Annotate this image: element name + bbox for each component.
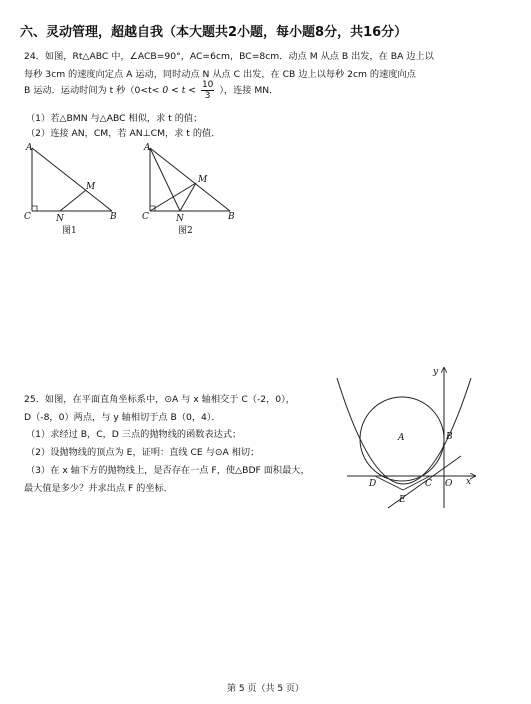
q25-subquestion-3: （3）在 x 轴下方的抛物线上，是否存在一点 F，使△BDF 面积最大，: [26, 465, 310, 476]
q25-subquestion-4: 最大值是多少？并求出点 F 的坐标．: [24, 483, 173, 494]
q25-line2: D（-8，0）两点，与 y 轴相切于点 B（0，4）．: [24, 412, 221, 423]
q25-line1: 25．如图，在平面直角坐标系中，⊙A 与 x 轴相交于 C（-2，0），: [24, 394, 295, 405]
q24-figure-2: [138, 138, 243, 230]
fig2-segment-mn: [180, 183, 196, 211]
fig2-segment-cm: [150, 183, 196, 211]
q24-subquestion-1: （1）若△BMN 与△ABC 相似，求 t 的值；: [26, 113, 203, 124]
q24-fraction-numerator: 10: [201, 80, 214, 90]
q25-label-y: y: [433, 367, 439, 377]
fig1-label-n: N: [56, 214, 64, 224]
q24-line2: 每秒 3cm 的速度向定点 A 运动，同时动点 N 从点 C 出发，在 CB 边上以每秒 2cm 的速度向点: [24, 69, 416, 80]
q24-line1: 24．如图，Rt△ABC 中，∠ACB=90°，AC=6cm，BC=8cm．动点 M 从点 B 出发，在 BA 边上以: [24, 51, 434, 62]
fig2-label-c: C: [142, 212, 149, 222]
q25-parabola: [337, 378, 471, 484]
page-footer: 第 5 页（共 5 页）: [227, 684, 304, 694]
fig1-segment-mn: [60, 190, 86, 211]
q25-label-e: E: [399, 495, 406, 505]
q24-line3-end: ），连接 MN．: [219, 85, 279, 96]
q25-label-a: A: [398, 433, 405, 443]
fig2-label-a: A: [144, 143, 151, 153]
fig2-label-b: B: [228, 212, 235, 222]
q25-label-c: C: [425, 479, 432, 489]
q25-subquestion-1: （1）求经过 B，C，D 三点的抛物线的函数表达式；: [26, 429, 242, 440]
q25-figure: [333, 360, 483, 515]
q24-figure-1: [20, 138, 125, 230]
q24-fraction-denominator: 3: [204, 91, 211, 101]
fig1-label-b: B: [110, 212, 117, 222]
q25-label-d: D: [369, 479, 377, 489]
q25-label-b: B: [446, 432, 453, 442]
q24-fraction: [201, 80, 214, 101]
q24-line3-start: B 运动．运动时间为 t 秒（0<t<: [24, 85, 160, 96]
fig1-label-a: A: [26, 143, 33, 153]
fig2-side-ab: [150, 148, 230, 211]
q25-label-o: O: [445, 479, 453, 489]
fig1-label-c: C: [24, 212, 31, 222]
q24-subquestion-2: （2）连接 AN，CM，若 AN⊥CM，求 t 的值．: [26, 128, 221, 139]
q25-subquestion-2: （2）设抛物线的顶点为 E，证明：直线 CE 与⊙A 相切；: [26, 447, 260, 458]
fig2-caption: 图2: [178, 226, 193, 236]
fig2-label-n: N: [176, 214, 184, 224]
q24-inequality: 0 < t <: [162, 85, 197, 96]
fig1-label-m: M: [86, 182, 96, 192]
q25-label-x: x: [466, 477, 472, 487]
fig1-right-angle-mark: [32, 206, 37, 211]
fig2-label-m: M: [198, 175, 208, 185]
fig1-caption: 图1: [62, 226, 77, 236]
q24-line3: [24, 80, 278, 101]
section-title: 六、灵动管理，超越自我（本大题共2小题，每小题8分，共16分）: [20, 25, 408, 40]
